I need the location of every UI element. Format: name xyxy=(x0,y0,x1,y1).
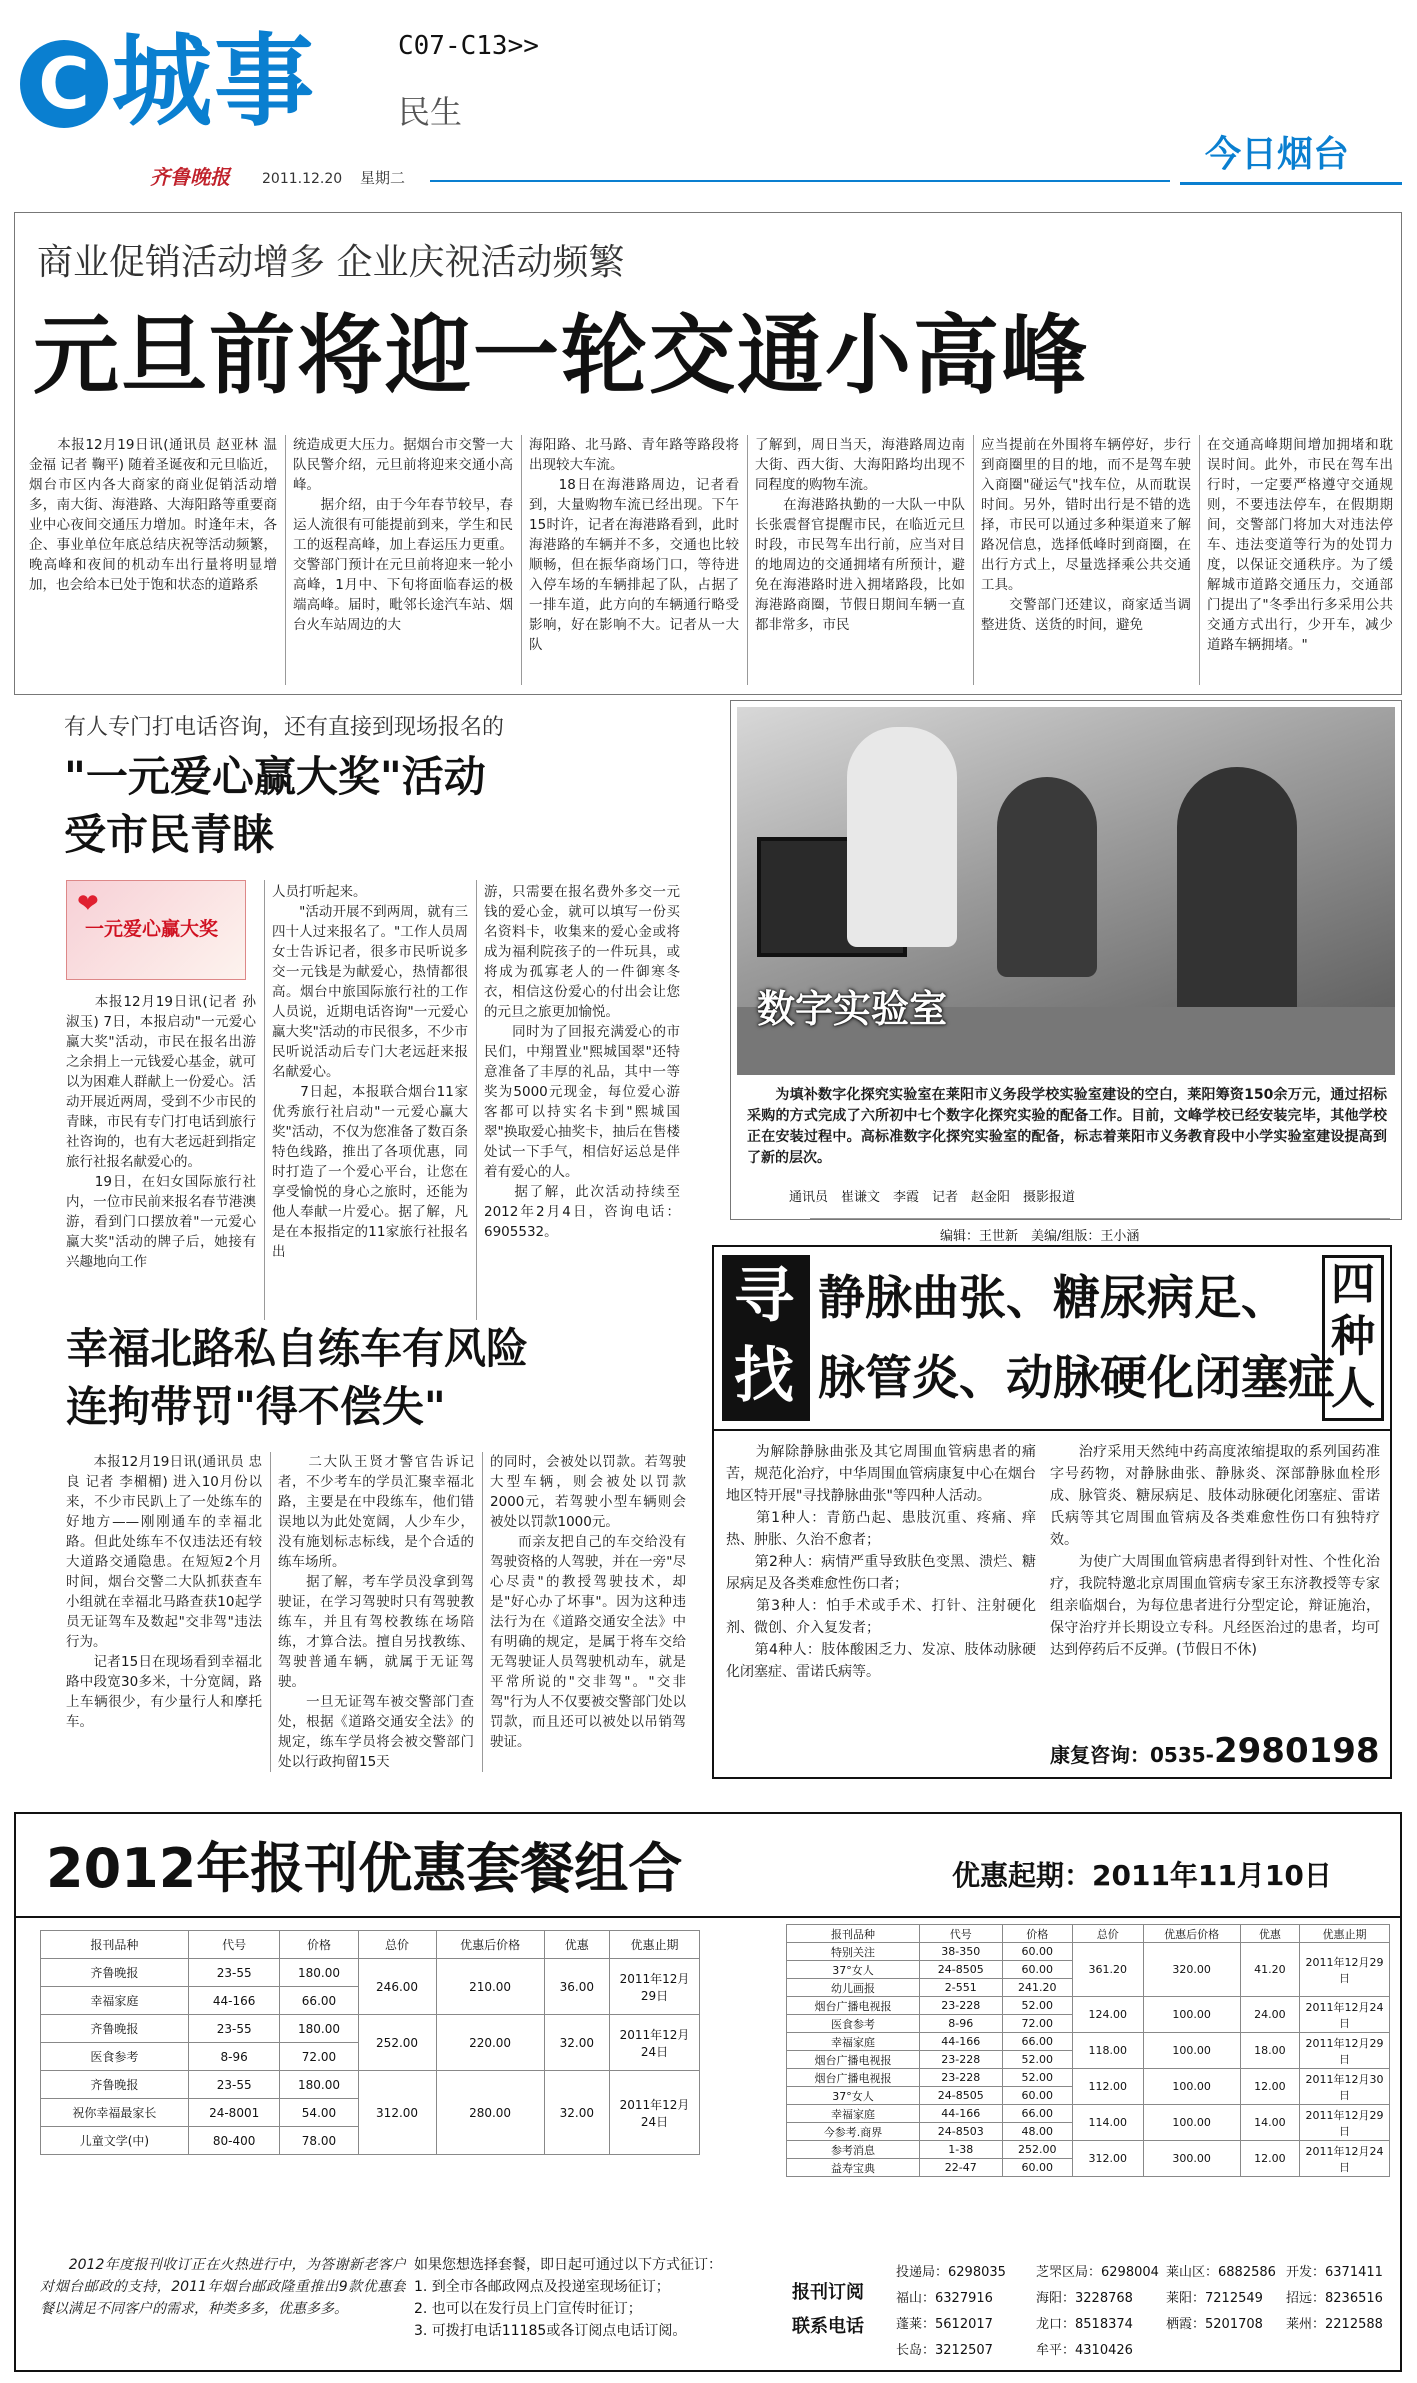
ad-side: 四种人 xyxy=(1331,1259,1375,1414)
edition-name: 今日烟台 xyxy=(1205,134,1350,175)
charity-logo-text: 一元爱心赢大奖 xyxy=(85,918,219,940)
driving-headline-2: 连拘带罚"得不偿失" xyxy=(66,1382,446,1431)
table-cell: 37°女人 xyxy=(787,2087,920,2105)
table-header: 优惠后价格 xyxy=(1143,1925,1240,1943)
photo-overlay-title: 数字实验室 xyxy=(757,987,948,1031)
table-cell: 24-8505 xyxy=(919,1961,1002,1979)
contact-item: 龙口：8518374 xyxy=(1036,2317,1133,2332)
table-cell: 特别关注 xyxy=(787,1943,920,1961)
section-logo-circle: C xyxy=(20,40,108,128)
person-shape xyxy=(1177,767,1297,1027)
table-cell: 齐鲁晚报 xyxy=(41,1959,189,1987)
table-cell: 23-228 xyxy=(919,1997,1002,2015)
table-header: 总价 xyxy=(1073,1925,1144,1943)
table-cell: 66.00 xyxy=(280,1987,358,2015)
table-cell: 44-166 xyxy=(919,2033,1002,2051)
contact-item: 投递局：6298035 xyxy=(896,2265,1006,2280)
table-cell: 180.00 xyxy=(280,1959,358,1987)
table-cell-end: 2011年12月29日 xyxy=(610,1959,700,2015)
contact-item: 福山：6327916 xyxy=(896,2291,993,2306)
table-header: 价格 xyxy=(1002,1925,1073,1943)
contact-item: 栖霞：5201708 xyxy=(1166,2317,1263,2332)
ad-zhao: 找 xyxy=(734,1341,794,1411)
table-cell: 24-8503 xyxy=(919,2123,1002,2141)
table-cell-total: 252.00 xyxy=(358,2015,436,2071)
table-cell-after: 220.00 xyxy=(436,2015,544,2071)
table-cell: 38-350 xyxy=(919,1943,1002,1961)
table-cell-total: 246.00 xyxy=(358,1959,436,2015)
charity-story xyxy=(14,700,714,1330)
subs-contact-label-1: 报刊订阅 xyxy=(792,2282,864,2303)
table-cell: 幼儿画报 xyxy=(787,1979,920,1997)
table-cell-after: 280.00 xyxy=(436,2071,544,2155)
table-cell: 23-55 xyxy=(188,2015,280,2043)
table-cell: 78.00 xyxy=(280,2127,358,2155)
table-row xyxy=(787,2033,1390,2051)
table-cell-save: 41.20 xyxy=(1240,1943,1299,1997)
subs-rule xyxy=(16,1916,1400,1918)
subs-how-title: 如果您想选择套餐，即日起可通过以下方式征订： xyxy=(414,2257,722,2273)
charity-logo xyxy=(66,880,246,980)
table-cell: 66.00 xyxy=(1002,2033,1073,2051)
subs-how-item: 2. 也可以在发行员上门宣传时征订； xyxy=(414,2301,642,2317)
table-cell: 祝你幸福最家长 xyxy=(41,2099,189,2127)
table-header: 代号 xyxy=(188,1931,280,1959)
photo-credit: 通讯员 崔谦文 李霞 记者 赵金阳 摄影报道 xyxy=(789,1190,1076,1205)
table-cell: 72.00 xyxy=(1002,2015,1073,2033)
subs-contacts xyxy=(896,2260,1396,2364)
table-cell-after: 100.00 xyxy=(1143,2069,1240,2105)
table-header: 优惠 xyxy=(544,1931,609,1959)
table-header: 报刊品种 xyxy=(787,1925,920,1943)
charity-col-3: 游，只需要在报名费外多交一元钱的爱心金，就可以填写一份买名资料卡，收集来的爱心金或将成为福利院孩子的一件玩具，或将成为孤寡老人的一件御寒冬衣，相信这份爱心的付出会让您的元旦之旅更加愉悦。 同时为了回报充满爱心的市民们，中翔置业"熙城国翠"还特意准备了丰厚的礼品，其中一等奖为5000元现金，每位爱心游客都可以持实名卡到"熙城国翠"换取爱心抽奖卡，抽后在售楼处试一下手气，相信好运总是伴着有爱心的人。 据了解，此次活动持续至2012年2月4日，咨询电话：6905532。 xyxy=(484,884,680,1240)
table-cell: 52.00 xyxy=(1002,1997,1073,2015)
table-header: 优惠后价格 xyxy=(436,1931,544,1959)
table-cell: 72.00 xyxy=(280,2043,358,2071)
col-rule xyxy=(973,435,974,685)
table-cell: 37°女人 xyxy=(787,1961,920,1979)
subscription-ad xyxy=(14,1812,1402,2372)
subs-table-right xyxy=(786,1924,1390,2177)
ad-col-2: 治疗采用天然纯中药高度浓缩提取的系列国药准字号药物，对静脉曲张、静脉炎、深部静脉血栓形成、脉管炎、糖尿病足、肢体动脉硬化闭塞症、雷诺氏病等其它周围血管病及各类难愈性伤口有独特疗效。 为使广大周围血管病患者得到针对性、个性化治疗，我院特邀北京周围血管病专家王东济教授等专家组亲临烟台，为每位患者进行分型定论，辩证施治，保守治疗并长期设立专科。凡经医治过的患者，均可达到停药后不反弹。(节假日不休) xyxy=(1050,1444,1380,1658)
table-cell-after: 210.00 xyxy=(436,1959,544,2015)
table-cell-total: 312.00 xyxy=(1073,2141,1144,2177)
subs-left-table xyxy=(40,1930,700,2155)
contact-item: 招远：8236516 xyxy=(1286,2291,1383,2306)
table-cell-save: 14.00 xyxy=(1240,2105,1299,2141)
ad-rule xyxy=(714,1429,1390,1431)
ad-phone-prefix: 0535- xyxy=(1150,1743,1214,1767)
col-rule xyxy=(521,435,522,685)
col-rule xyxy=(482,1452,483,1772)
driving-col-3: 的同时，会被处以罚款。若驾驶大型车辆，则会被处以罚款2000元，若驾驶小型车辆则会被处以罚款1000元。 而亲友把自己的车交给没有驾驶资格的人驾驶，并在一旁"尽心尽责"的教授驾驶技术，却是"好心办了坏事"。因为这种违法行为在《道路交通安全法》中有明确的规定，是属于将车交给无驾驶证人员驾驶机动车，就是平常所说的"交非驾"。"交非驾"行为人不仅要被交警部门处以罚款，而且还可以被处以吊销驾驶证。 xyxy=(490,1454,686,1750)
table-cell-end: 2011年12月24日 xyxy=(610,2015,700,2071)
col-rule xyxy=(264,880,265,1320)
table-cell: 52.00 xyxy=(1002,2051,1073,2069)
table-cell-total: 114.00 xyxy=(1073,2105,1144,2141)
issue-date: 2011.12.20 xyxy=(262,171,343,187)
paper-name: 齐鲁晚报 xyxy=(150,165,230,189)
table-cell: 60.00 xyxy=(1002,2087,1073,2105)
table-cell-end: 2011年12月29日 xyxy=(1300,1943,1390,1997)
edition-underline xyxy=(1180,182,1402,185)
page-range: C07-C13>> xyxy=(398,31,539,61)
table-row xyxy=(787,2069,1390,2087)
ad-phone xyxy=(1050,1733,1380,1773)
table-cell: 180.00 xyxy=(280,2071,358,2099)
table-header: 优惠止期 xyxy=(610,1931,700,1959)
lead-kicker: 商业促销活动增多 企业庆祝活动频繁 xyxy=(37,242,625,283)
driving-headline-1: 幸福北路私自练车有风险 xyxy=(66,1324,529,1373)
table-cell: 180.00 xyxy=(280,2015,358,2043)
table-cell: 儿童文学(中) xyxy=(41,2127,189,2155)
table-cell: 66.00 xyxy=(1002,2105,1073,2123)
table-cell-save: 24.00 xyxy=(1240,1997,1299,2033)
table-cell: 2-551 xyxy=(919,1979,1002,1997)
table-header: 优惠 xyxy=(1240,1925,1299,1943)
subs-how-item: 1. 到全市各邮政网点及投递室现场征订； xyxy=(414,2279,670,2295)
table-header: 代号 xyxy=(919,1925,1002,1943)
table-cell: 益寿宝典 xyxy=(787,2159,920,2177)
table-cell-total: 312.00 xyxy=(358,2071,436,2155)
table-cell-total: 112.00 xyxy=(1073,2069,1144,2105)
table-row xyxy=(41,2015,700,2043)
lead-headline: 元旦前将迎一轮交通小高峰 xyxy=(33,306,1089,406)
lead-col-4: 了解到，周日当天，海港路周边南大街、西大街、大海阳路均出现不同程度的购物车流。 在海港路执勤的一大队一中队长张震督官提醒市民，在临近元旦时段，市民驾车出行前，应当对目的地周边的交通拥堵有所预计，避免在海港路时进入拥堵路段，比如海港路商圈，节假日期间车辆一直都非常多，市民 xyxy=(755,437,965,633)
table-cell-after: 300.00 xyxy=(1143,2141,1240,2177)
charity-col-2: 人员打听起来。 "活动开展不到两周，就有三四十人过来报名了。"工作人员周女士告诉记者，很多市民听说多交一元钱是为献爱心，热情都很高。烟台中旅国际旅行社的工作人员说，近期电话咨询"一元爱心赢大奖"活动的市民很多，不少市民听说活动后专门大老远赶来报名献爱心。 7日起，本报联合烟台11家优秀旅行社启动"一元爱心赢大奖"活动，不仅为您准备了数百条特色线路，推出了各项优惠，同时打造了一个爱心平台，让您在享受愉悦的身心之旅时，还能为他人奉献一片爱心。据了解，凡是在本报指定的11家旅行社报名出 xyxy=(272,884,468,1260)
table-cell: 60.00 xyxy=(1002,1961,1073,1979)
table-cell: 今参考.商界 xyxy=(787,2123,920,2141)
driving-col-2: 二大队王贤才警官告诉记者，不少考车的学员汇聚幸福北路，主要是在中段练车，他们错误地以为此处宽阔，人少车少，没有施划标志标线，是个合适的练车场所。 据了解，考车学员没拿到驾驶证，在学习驾驶时只有驾驶教练车，并且有驾校教练在场陪练，才算合法。擅自另找教练、驾驶普通车辆，就属于无证驾驶。 一旦无证驾车被交警部门查处，根据《道路交通安全法》的规定，练车学员将会被交警部门处以行政拘留15天 xyxy=(278,1454,474,1770)
table-cell-total: 118.00 xyxy=(1073,2033,1144,2069)
table-cell-end: 2011年12月24日 xyxy=(1300,2141,1390,2177)
contact-item: 莱州：2212588 xyxy=(1286,2317,1383,2332)
issue-weekday: 星期二 xyxy=(360,169,406,187)
ad-phone-number: 2980198 xyxy=(1213,1731,1380,1771)
heart-icon: ❤ xyxy=(77,889,99,919)
table-cell-end: 2011年12月30日 xyxy=(1300,2069,1390,2105)
contact-item: 芝罘区局：6298004 xyxy=(1036,2265,1159,2280)
table-cell: 8-96 xyxy=(188,2043,280,2071)
contact-item: 牟平：4310426 xyxy=(1036,2343,1133,2358)
table-cell-after: 320.00 xyxy=(1143,1943,1240,1997)
lead-col-3: 海阳路、北马路、青年路等路段将出现较大车流。 18日在海港路周边，记者看到，大量购物车流已经出现。下午15时许，记者在海港路看到，此时海港路的车辆并不多，交通也比较顺畅，但在振华商场门口，等待进入停车场的车辆排起了队，占据了一排车道，此方向的车辆通行略受影响，好在影响不大。记者从一大队 xyxy=(529,437,739,653)
table-cell: 241.20 xyxy=(1002,1979,1073,1997)
col-rule xyxy=(476,880,477,1320)
contact-item: 莱阳：7212549 xyxy=(1166,2291,1263,2306)
table-cell: 54.00 xyxy=(280,2099,358,2127)
table-cell-save: 32.00 xyxy=(544,2015,609,2071)
col-rule xyxy=(270,1452,271,1772)
table-cell: 8-96 xyxy=(919,2015,1002,2033)
contact-item: 海阳：3228768 xyxy=(1036,2291,1133,2306)
table-cell: 48.00 xyxy=(1002,2123,1073,2141)
table-cell: 24-8001 xyxy=(188,2099,280,2127)
table-cell-after: 100.00 xyxy=(1143,2105,1240,2141)
subs-title: 2012年报刊优惠套餐组合 xyxy=(46,1837,683,1900)
subs-contact-label xyxy=(792,2276,864,2344)
table-cell: 幸福家庭 xyxy=(41,1987,189,2015)
section-title: 城事 xyxy=(112,23,316,140)
table-header: 报刊品种 xyxy=(41,1931,189,1959)
table-cell-after: 100.00 xyxy=(1143,1997,1240,2033)
charity-kicker: 有人专门打电话咨询，还有直接到现场报名的 xyxy=(64,715,505,740)
medical-ad xyxy=(712,1245,1392,1779)
driving-story xyxy=(14,1322,714,1782)
contact-item: 莱山区：6882586 xyxy=(1166,2265,1276,2280)
contact-item: 开发：6371411 xyxy=(1286,2265,1383,2280)
table-cell: 44-166 xyxy=(919,2105,1002,2123)
charity-headline-2: 受市民青睐 xyxy=(64,810,275,859)
table-cell: 齐鲁晚报 xyxy=(41,2071,189,2099)
table-row xyxy=(787,2105,1390,2123)
table-cell: 烟台广播电视报 xyxy=(787,2069,920,2087)
person-shape xyxy=(847,727,957,947)
table-cell: 44-166 xyxy=(188,1987,280,2015)
table-cell-end: 2011年12月24日 xyxy=(610,2071,700,2155)
ad-header xyxy=(714,1247,1390,1429)
table-header: 价格 xyxy=(280,1931,358,1959)
table-cell: 80-400 xyxy=(188,2127,280,2155)
table-row xyxy=(787,1943,1390,1961)
table-cell: 60.00 xyxy=(1002,2159,1073,2177)
table-cell: 60.00 xyxy=(1002,1943,1073,1961)
col-rule xyxy=(1199,435,1200,685)
table-row xyxy=(41,2071,700,2099)
subs-start: 优惠起期：2011年11月10日 xyxy=(952,1859,1332,1892)
table-row xyxy=(787,1997,1390,2015)
table-header: 总价 xyxy=(358,1931,436,1959)
editor-credit: 编辑：王世新 美编/组版：王小涵 xyxy=(940,1229,1140,1244)
subs-how xyxy=(414,2254,774,2342)
table-cell: 烟台广播电视报 xyxy=(787,1997,920,2015)
table-cell-after: 100.00 xyxy=(1143,2033,1240,2069)
table-cell-end: 2011年12月29日 xyxy=(1300,2033,1390,2069)
lab-photo xyxy=(737,707,1395,1075)
table-cell: 烟台广播电视报 xyxy=(787,2051,920,2069)
col-rule xyxy=(747,435,748,685)
table-cell-total: 361.20 xyxy=(1073,1943,1144,1997)
subs-table-left xyxy=(40,1930,700,2155)
table-cell-end: 2011年12月29日 xyxy=(1300,2105,1390,2141)
table-cell: 齐鲁晚报 xyxy=(41,2015,189,2043)
table-cell-total: 124.00 xyxy=(1073,1997,1144,2033)
table-cell: 1-38 xyxy=(919,2141,1002,2159)
contact-item: 长岛：3212507 xyxy=(896,2343,993,2358)
section-rule xyxy=(810,1218,1390,1219)
contact-item: 蓬莱：5612017 xyxy=(896,2317,993,2332)
subs-right-table xyxy=(786,1924,1390,2177)
lead-col-1: 本报12月19日讯(通讯员 赵亚林 温金福 记者 鞠平) 随着圣诞夜和元旦临近，烟台市区内各大商家的商业促销活动增多，南大街、海港路、大海阳路等重要商业中心夜间交通压力增加。时逢年末，各企、事业单位年底总结庆祝等活动频繁，晚高峰和夜间的机动车出行量将明显增加，也会给本已处于饱和状态的道路系 xyxy=(29,437,277,593)
table-cell: 医食参考 xyxy=(41,2043,189,2071)
lead-col-6: 在交通高峰期间增加拥堵和耽误时间。此外，市民在驾车出行时，一定要严格遵守交通规则，不要违法停车，在假期期间，交警部门将加大对违法停车、违法变道等行为的处罚力度，以保证交通秩序。为了缓解城市道路交通压力，交通部门提出了"冬季出行多采用公共交通方式出行，少开车，减少道路车辆拥堵。" xyxy=(1207,437,1393,653)
section-subtitle: 民生 xyxy=(398,93,463,131)
table-cell: 幸福家庭 xyxy=(787,2105,920,2123)
table-cell-save: 12.00 xyxy=(1240,2069,1299,2105)
masthead xyxy=(0,0,1417,210)
table-cell: 23-55 xyxy=(188,1959,280,1987)
table-cell-save: 32.00 xyxy=(544,2071,609,2155)
lead-col-5: 应当提前在外围将车辆停好，步行到商圈里的目的地，而不是驾车驶入商圈"碰运气"找车位，从而耽误时间。另外，错时出行是不错的选择，市民可以通过多种渠道来了解路况信息，选择低峰时到商圈，在出行方式上，尽量选择乘公共交通工具。 交警部门还建议，商家适当调整进货、送货的时间，避免 xyxy=(981,437,1191,633)
table-cell: 52.00 xyxy=(1002,2069,1073,2087)
table-cell: 23-228 xyxy=(919,2069,1002,2087)
ad-line-1: 静脉曲张、糖尿病足、 xyxy=(818,1271,1288,1326)
charity-col-1: 本报12月19日讯(记者 孙淑玉) 7日，本报启动"一元爱心赢大奖"活动，市民在报名出游之余捐上一元钱爱心基金，就可以为困难人群献上一份爱心。活动开展近两周，受到不少市民的青睐，市民有专门打电话到旅行社咨询的，也有大老远赶到指定旅行社报名献爱心的。 19日，在妇女国际旅行社内，一位市民前来报名春节港澳游，看到门口摆放着"一元爱心赢大奖"活动的牌子后，她接有兴趣地向工作 xyxy=(66,994,256,1270)
table-cell-save: 36.00 xyxy=(544,1959,609,2015)
table-cell: 参考消息 xyxy=(787,2141,920,2159)
table-row xyxy=(787,2141,1390,2159)
driving-col-1: 本报12月19日讯(通讯员 忠良 记者 李楣楣) 进入10月份以来，不少市民趴上了一处练车的好地方——刚刚通车的幸福北路。但此处练车不仅违法还有较大道路交通隐患。在短短2个月时间，烟台交警二大队抓获查车小组就在幸福北马路查获10起学员无证驾车及数起"交非驾"违法行为。 记者15日在现场看到幸福北路中段宽30多米，十分宽阔，路上车辆很少，有少量行人和摩托车。 xyxy=(66,1454,262,1730)
table-cell: 幸福家庭 xyxy=(787,2033,920,2051)
subs-how-item: 3. 可拨打电话11185或各订阅点电话订阅。 xyxy=(414,2323,687,2339)
table-cell-end: 2011年12月24日 xyxy=(1300,1997,1390,2033)
table-cell-save: 18.00 xyxy=(1240,2033,1299,2069)
ad-line-2: 脉管炎、动脉硬化闭塞症 xyxy=(818,1351,1335,1406)
photo-caption: 为填补数字化探究实验室在莱阳市义务段学校实验室建设的空白，莱阳筹资150余万元，通过招标采购的方式完成了六所初中七个数字化探究实验的配备工作。目前，文峰学校已经安装完毕，其他学校正在安装过程中。高标准数字化探究实验室的配备，标志着莱阳市义务教育段中小学实验室建设提高到了新的层次。 xyxy=(747,1087,1387,1166)
table-cell-save: 12.00 xyxy=(1240,2141,1299,2177)
ad-phone-label: 康复咨询： xyxy=(1050,1743,1150,1767)
table-cell: 252.00 xyxy=(1002,2141,1073,2159)
table-cell: 23-228 xyxy=(919,2051,1002,2069)
table-header: 优惠止期 xyxy=(1300,1925,1390,1943)
col-rule xyxy=(285,435,286,685)
table-cell: 23-55 xyxy=(188,2071,280,2099)
lead-story xyxy=(14,212,1402,695)
ad-xun: 寻 xyxy=(734,1261,794,1331)
photo-story xyxy=(730,700,1402,1220)
subs-note: 2012年度报刊收订正在火热进行中，为答谢新老客户对烟台邮政的支持，2011年烟台邮政隆重推出9款优惠套餐以满足不同客户的需求，种类多多，优惠多多。 xyxy=(40,2257,406,2317)
table-cell: 24-8505 xyxy=(919,2087,1002,2105)
person-shape xyxy=(997,777,1097,977)
charity-headline-1: "一元爱心赢大奖"活动 xyxy=(64,752,486,801)
subs-contact-label-2: 联系电话 xyxy=(792,2316,864,2337)
table-cell: 医食参考 xyxy=(787,2015,920,2033)
masthead-rule xyxy=(430,180,1170,182)
ad-col-1: 为解除静脉曲张及其它周围血管病患者的痛苦，规范化治疗，中华周围血管病康复中心在烟台地区特开展"寻找静脉曲张"等四种人活动。 第1种人：青筋凸起、患肢沉重、疼痛、痒热、肿胀、久治不愈者； 第2种人：病情严重导致肤色变黑、溃烂、糖尿病足及各类难愈性伤口者； 第3种人：怕手术或手术、打针、注射硬化剂、微创、介入复发者； 第4种人：肢体酸困乏力、发凉、肢体动脉硬化闭塞症、雷诺氏病等。 xyxy=(726,1444,1036,1680)
lead-col-2: 统造成更大压力。据烟台市交警一大队民警介绍，元旦前将迎来交通小高峰。 据介绍，由于今年春节较早，春运人流很有可能提前到来，学生和民工的返程高峰，加上春运压力更重。交警部门预计在元旦前将迎来一轮小高峰，1月中、下旬将面临春运的极端高峰。届时，毗邻长途汽车站、烟台火车站周边的大 xyxy=(293,437,513,633)
table-cell: 22-47 xyxy=(919,2159,1002,2177)
table-row xyxy=(41,1959,700,1987)
